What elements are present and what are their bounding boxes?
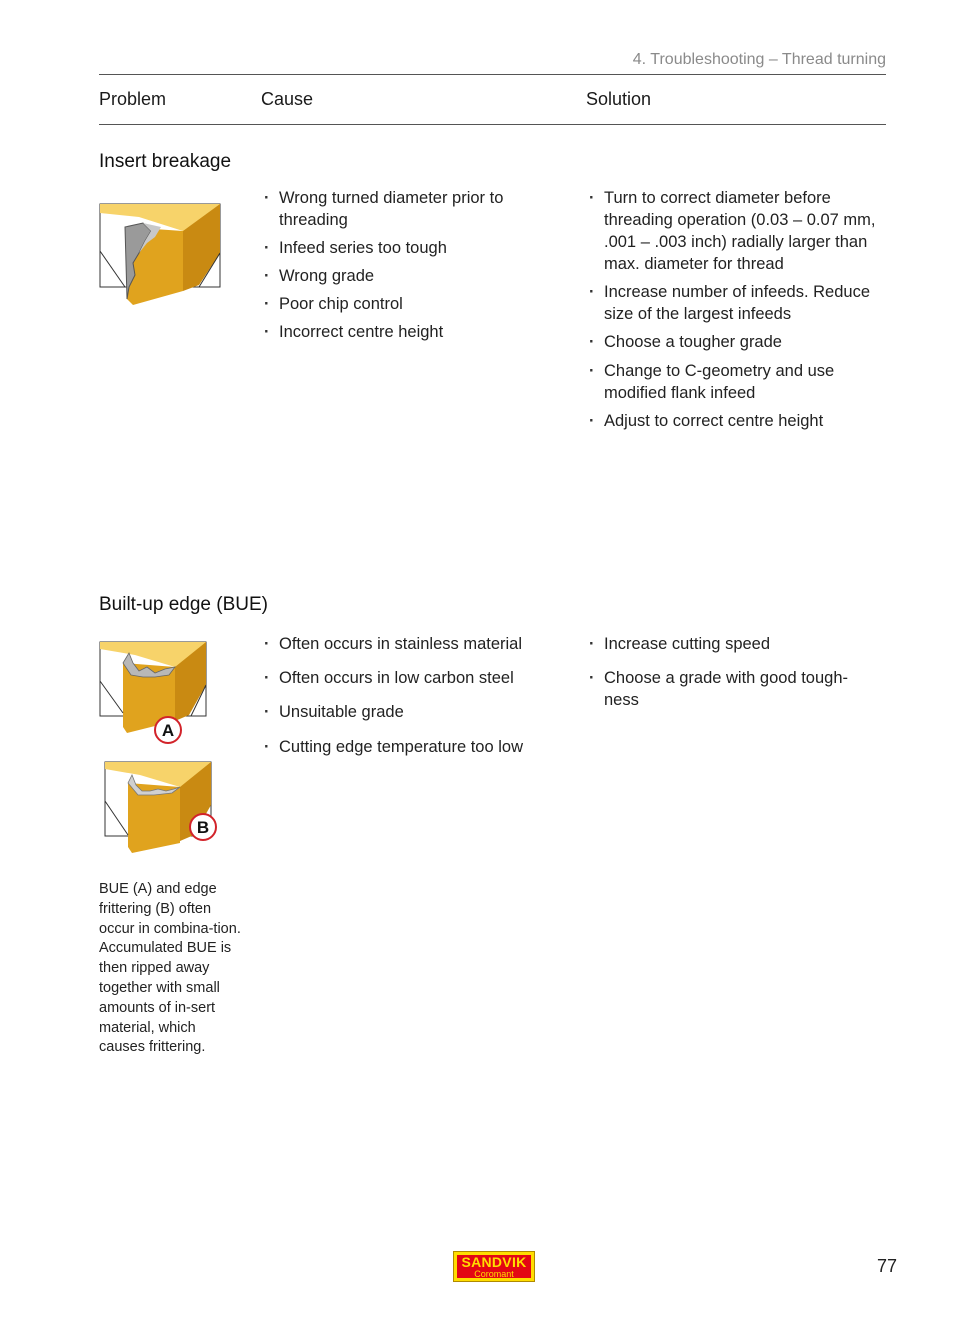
cause-item: · Incorrect centre height bbox=[263, 321, 553, 343]
solution-item: · Choose a grade with good tough-ness bbox=[588, 667, 860, 711]
cause-item: · Often occurs in low carbon steel bbox=[263, 667, 563, 689]
insert-breakage-illustration bbox=[99, 203, 223, 307]
cause-item: · Poor chip control bbox=[263, 293, 553, 315]
figure-label-a: A bbox=[161, 721, 175, 740]
solution-item: · Increase cutting speed bbox=[588, 633, 860, 655]
solution-item: · Choose a tougher grade bbox=[588, 331, 888, 353]
cause-item: · Wrong grade bbox=[263, 265, 553, 287]
bue-solutions bbox=[588, 633, 860, 711]
figure-label-b: B bbox=[196, 818, 210, 837]
cause-item: · Often occurs in stainless material bbox=[263, 633, 563, 655]
logo-subtitle: Coromant bbox=[474, 1269, 514, 1279]
column-heading-problem: Problem bbox=[99, 89, 167, 109]
solution-item: · Increase number of infeeds. Reduce size of the largest infeeds bbox=[588, 281, 888, 325]
section-title-built-up-edge: Built-up edge (BUE) bbox=[99, 594, 268, 615]
bue-causes bbox=[263, 633, 563, 758]
cause-item: · Infeed series too tough bbox=[263, 237, 553, 259]
running-header: 4. Troubleshooting – Thread turning bbox=[632, 51, 886, 68]
columns-rule bbox=[99, 124, 886, 125]
cause-item: · Wrong turned diameter prior to threading bbox=[263, 187, 553, 231]
bue-illustration-a bbox=[99, 641, 211, 747]
cause-item: · Unsuitable grade bbox=[263, 701, 563, 723]
bue-caption: BUE (A) and edge frittering (B) often occur in combina-tion. Accumulated BUE is then ripped away together with small amounts of in-sert material, which causes frittering. bbox=[99, 881, 241, 1056]
column-heading-solution: Solution bbox=[586, 89, 652, 109]
header-rule bbox=[99, 74, 886, 75]
cause-item: · Cutting edge temperature too low bbox=[263, 736, 563, 758]
bue-illustration-b bbox=[104, 761, 220, 857]
solution-item: · Turn to correct diameter before threading operation (0.03 – 0.07 mm, .001 – .003 inch) radially larger than max. diameter for thread bbox=[588, 187, 888, 275]
column-heading-cause: Cause bbox=[261, 89, 314, 109]
insert-breakage-solutions bbox=[588, 187, 888, 432]
sandvik-coromant-logo bbox=[453, 1251, 535, 1282]
insert-breakage-causes bbox=[263, 187, 553, 343]
solution-item: · Adjust to correct centre height bbox=[588, 410, 888, 432]
logo-wordmark: SANDVIK bbox=[461, 1254, 527, 1270]
solution-item: · Change to C-geometry and use modified flank infeed bbox=[588, 360, 888, 404]
section-title-insert-breakage: Insert breakage bbox=[99, 151, 232, 172]
page-number: 77 bbox=[877, 1256, 898, 1276]
